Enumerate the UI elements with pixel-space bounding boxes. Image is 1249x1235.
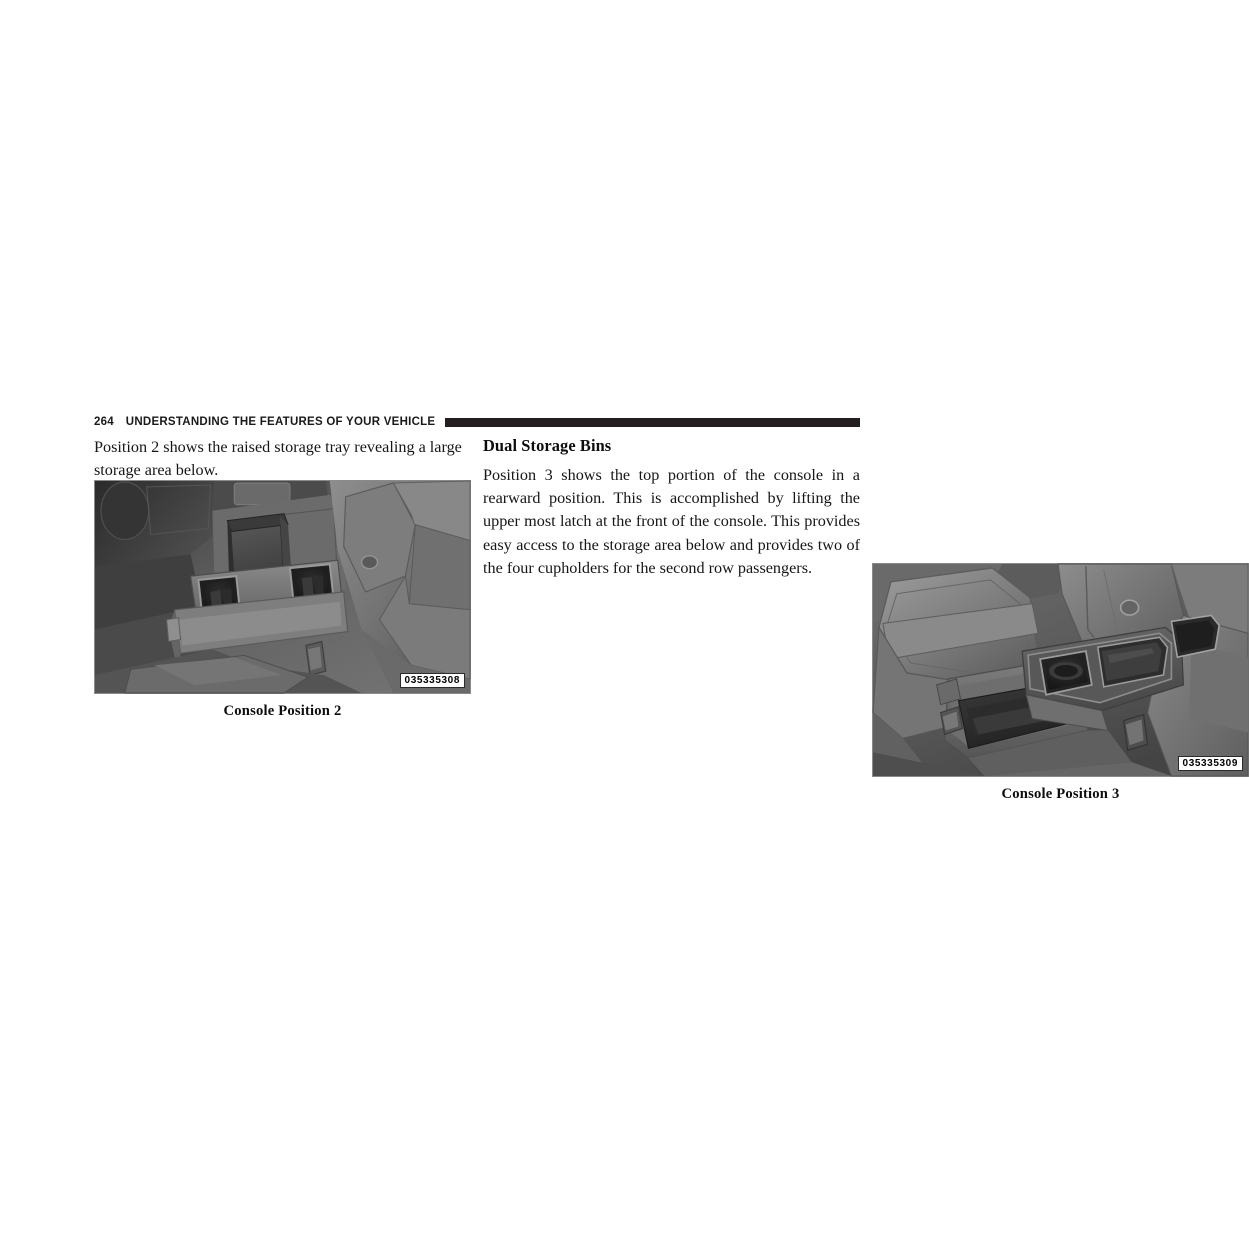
figure-image-console-position-3: [872, 563, 1249, 777]
right-column: [483, 436, 1238, 802]
figure-caption: Console Position 2: [223, 703, 342, 719]
figure-id-badge: 035335309: [1178, 756, 1243, 771]
console-position-2-illustration: [95, 481, 470, 693]
right-column-paragraph: Position 3 shows the top portion of the console in a rearward position. This is accomplished by lifting the upper most latch at the front of the console. This provides easy access to the storage area below and provides two of the four cupholders for the second row passengers.: [483, 466, 860, 577]
figure-console-position-2: [94, 480, 471, 720]
console-position-3-illustration: [873, 564, 1248, 776]
page-running-header: [94, 413, 860, 431]
figure-console-position-3: [872, 563, 1249, 803]
section-heading-dual-storage-bins: Dual Storage Bins: [483, 436, 612, 455]
figure-id-badge: 035335308: [400, 673, 465, 688]
figure-caption: Console Position 3: [1001, 786, 1120, 802]
page-number: 264: [94, 416, 114, 428]
header-rule-bar: [445, 418, 860, 427]
left-column: [94, 436, 471, 719]
figure-image-console-position-2: [94, 480, 471, 694]
left-column-paragraph: Position 2 shows the raised storage tray revealing a large storage area below.: [94, 438, 462, 480]
header-section-title: UNDERSTANDING THE FEATURES OF YOUR VEHICLE: [125, 416, 436, 428]
